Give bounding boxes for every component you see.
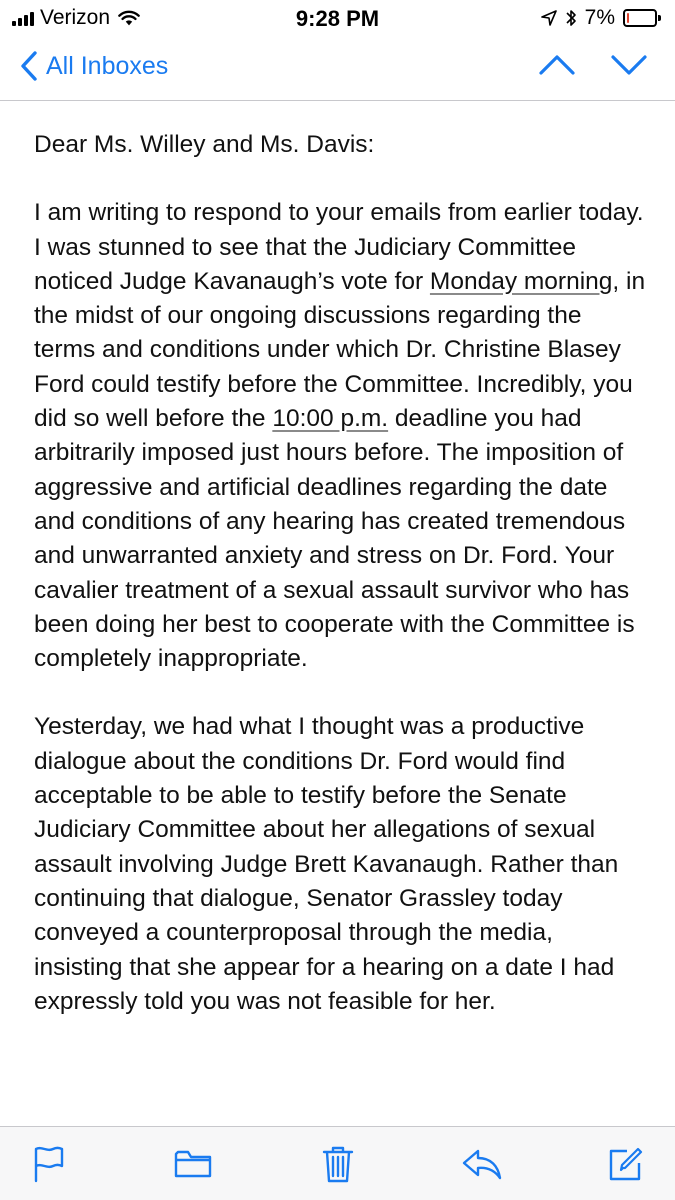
paragraph-1-text-c: deadline you had arbitrarily imposed just hours before. The imposition of aggressive and artificial deadlines regarding the date and conditions of any hearing has created tremendous and unwarranted anxiety and stress on Dr. Ford. Your cavalier treatment of a sexual assault survivor who has been doing her best to cooperate with the Committee is completely inappropriate. [34,405,635,673]
chevron-left-icon [20,50,38,82]
carrier-label: Verizon [40,6,111,29]
mail-nav-bar [0,40,675,101]
email-body [34,128,646,1053]
next-message-button[interactable] [611,54,647,76]
status-right [541,6,661,30]
flag-icon [32,1145,66,1183]
bluetooth-icon [565,8,577,28]
folder-icon [174,1149,212,1179]
reply-button[interactable] [461,1143,503,1185]
previous-message-button[interactable] [539,54,575,76]
paragraph-2: Yesterday, we had what I thought was a productive dialogue about the conditions Dr. Ford would find acceptable to be able to testify before the Senate Judiciary Committee about her allegations of sexual assault involving Judge Brett Kavanaugh. Rather than continuing that dialogue, Senator Grassley today conveyed a counterproposal through the media, insisting that she appear for a hearing on a date I had expressly told you was not feasible for her. [34,713,619,1015]
flag-button[interactable] [28,1143,70,1185]
greeting: Dear Ms. Willey and Ms. Davis: [34,131,375,158]
trash-button[interactable] [317,1143,359,1185]
trash-icon [322,1144,354,1184]
paragraph-1-text-a: I am writing to respond to your emails from earlier today. I was stunned to see that the Judiciary Committee noticed Judge Kavanaugh’s vote for [34,199,644,295]
paragraph-1-text-b: , in the midst of our ongoing discussions regarding the terms and conditions under which Dr. Christine Blasey Ford could testify before the Committee. Incredibly, you did so well before the [34,267,646,433]
reply-icon [462,1148,502,1180]
status-time: 9:28 PM [295,6,380,31]
date-link-monday-morning[interactable]: Monday morning [429,267,613,295]
back-to-inboxes-button[interactable] [20,50,168,82]
time-link-10pm[interactable]: 10:00 p.m. [272,405,389,433]
move-to-folder-button[interactable] [172,1143,214,1185]
status-bar [0,0,675,40]
location-arrow-icon [541,10,557,26]
compose-button[interactable] [605,1143,647,1185]
paragraph-1 [34,196,646,676]
battery-icon [623,9,661,27]
back-label: All Inboxes [46,51,169,80]
compose-icon [607,1145,645,1183]
bottom-toolbar [0,1126,675,1200]
battery-percent: 7% [584,6,615,29]
